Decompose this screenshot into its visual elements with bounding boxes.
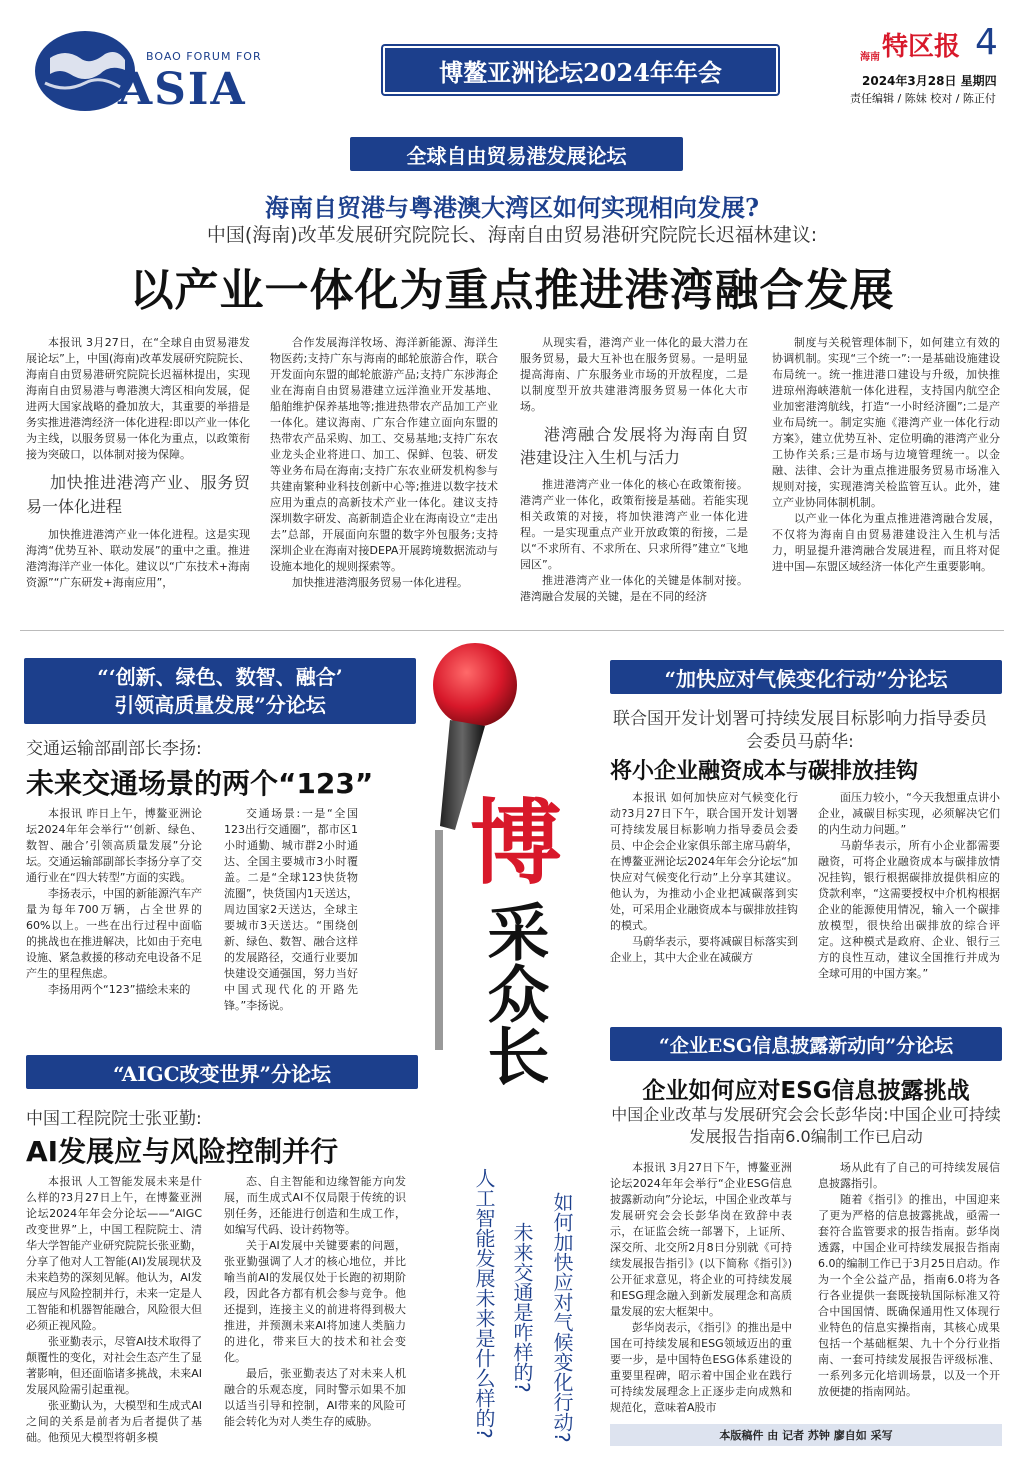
aigc-subtitle: 中国工程院院士张亚勤: [26,1109,202,1129]
paper-prefix: 海南 [860,52,880,63]
center-question-ai: 人工智能发展未来是什么样的? [472,1168,496,1439]
aigc-column-1 [26,1174,202,1446]
esg-subtitle: 中国企业改革与发展研究会会长彭华岗:中国企业可持续发展报告指南6.0编制工作已启动 [611,1105,1001,1146]
paper-title: 特区报 [882,32,961,62]
aigc-paragraph: 最后，张亚勤表达了对未来人机融合的乐观态度，同时警示如果不加以适当引导和控制，AI带来的风险可能会转化为对人类生存的威胁。 [224,1367,406,1428]
lead-paragraph: 制度与关税管理体制下，如何建立有效的协调机制。实现“三个统一”:一是基础设施建设布局统一。统一推进港口建设与升级，加快推进琼州海峡港航一体化进程，支持国内航空企业加密港湾航线，打造“一小时经济圈”;二是产业布局统一。制定实施《港湾产业一体化行动方案》，建立优势互补、定位明确的港湾产业分工协作关系;三是市场与边境管理统一。以金融、法律、会计为重点推进服务贸易市场准入规则对接，实现港湾关检监管互认。此外，建立产业协同体制机制。 [772,336,1000,509]
climate-paragraph: 马蔚华表示，要将减碳目标落实到企业上，其中大企业在减碳方 [610,935,798,964]
masthead-banner [383,46,778,94]
lead-subheading: 港湾融合发展将为海南自贸港建设注入生机与活力 [520,425,748,467]
lead-column-1 [26,335,250,610]
climate-paragraph: 本报讯 如何加快应对气候变化行动?3月27日下午，联合国开发计划署可持续发展目标影响力指导委员会委员、中企会企业家俱乐部主席马蔚华，在博鳌亚洲论坛2024年年会分论坛“加快应对气候变化行动”上分享其建议。他认为，为推动小企业把减碳落到实处，可采用企业融资成本与碳排放挂钩的模式。 [610,791,798,932]
transport-headline: 未来交通场景的两个“123” [26,767,374,800]
transport-column-2 [224,806,358,1016]
transport-subtitle: 交通运输部副部长李扬: [26,739,202,759]
transport-paragraph: 本报讯 昨日上午，博鳌亚洲论坛2024年年会举行“‘创新、绿色、数智、融合’引领高质量发展”分论坛。交通运输部副部长李扬分享了交通行业在“四大转型”方面的实践。 [26,807,202,884]
aigc-section-text: “AIGC改变世界”分论坛 [112,1061,332,1086]
logo-asia-text: ASIA [118,64,247,115]
center-big-char: 博 [470,790,563,897]
climate-subtitle: 联合国开发计划署可持续发展目标影响力指导委员会委员马蔚华: [613,709,987,752]
transport-column-1 [26,806,202,1016]
climate-column-1 [610,790,798,990]
climate-paragraph: 面压力较小，“今天我想重点讲小企业，减碳目标实现，必须解决它们的内生动力问题。” [818,791,1000,836]
footer-credit: 本版稿件 由 记者 苏钟 廖自如 采写 [719,1429,893,1442]
esg-paragraph: 本报讯 3月27日下午，博鳌亚洲论坛2024年年会举行“企业ESG信息披露新动向”分论坛，中国企业改革与发展研究会会长彭华岗在致辞中表示，在证监会统一部署下，上证所、深交所、北交所2月8日分别就《可持续发展报告指引》(以下简称《指引》)公开征求意见，将企业的可持续发展和ESG理念融入到新发展理念和高质量发展的宏大框架中。 [610,1161,792,1318]
transport-paragraph: 李扬用两个“123”描绘未来的 [48,983,191,996]
page-number: 4 [975,22,998,63]
aigc-paragraph: 态、自主智能和边缘智能方向发展，而生成式AI不仅局限于传统的识别任务，还能进行创造和生成工作，如编写代码、设计药物等。 [224,1175,406,1236]
esg-paragraph: 彭华岗表示，《指引》的推出是中国在可持续发展和ESG领域迈出的重要一步，是中国特色ESG体系建设的重要里程碑，昭示着中国企业在践行可持续发展理念上正逐步走向成熟和规范化，意味着A股市 [610,1321,792,1414]
lead-column-2 [270,335,498,610]
issue-date: 2024年3月28日 星期四 [862,74,997,88]
lead-column-3 [520,335,748,610]
lead-column-4 [772,335,1000,610]
esg-column-1 [610,1160,792,1422]
footer-credit-bar [610,1424,1002,1446]
center-question-transport: 未来交通是咋样的? [510,1222,534,1393]
climate-headline: 将小企业融资成本与碳排放挂钩 [610,759,919,784]
esg-headline: 企业如何应对ESG信息披露挑战 [642,1078,970,1104]
aigc-column-2 [224,1174,406,1446]
transport-section-line1: “‘创新、绿色、数智、融合’ [97,665,343,689]
esg-paragraph: 场从此有了自己的可持续发展信息披露指引。 [818,1161,1000,1190]
lead-paragraph: 合作发展海洋牧场、海洋新能源、海洋生物医药;支持广东与海南的邮轮旅游合作，联合开发面向东盟的邮轮旅游产品;支持广东涉海企业在海南自由贸易港建立远洋渔业开发基地、船舶维护保养基地等;推进热带农产品加工产业一体化。建议海南、广东合作建立面向东盟的热带农产品采购、加工、交易基地;支持广东农业龙头企业将进口、加工、保鲜、包装、研发等业务布局在海南;支持广东农业研发机构参与共建南繁种业科技创新中心等;推进以数字技术应用为重点的高新技术产业一体化。建议支持深圳数字研发、高新制造企业在海南设立“走出去”总部，开展面向东盟的数字外包服务;支持深圳企业在海南对接DEPA开展跨境数据流动与设施本地化的规则探索等。 [270,336,498,573]
aigc-section-banner [26,1055,418,1089]
lead-subtitle: 中国(海南)改革发展研究院院长、海南自由贸易港研究院院长迟福林建议: [206,224,818,246]
logo-small-text: BOAO FORUM FOR [146,50,262,63]
center-question-climate: 如何加快应对气候变化行动? [550,1192,574,1443]
climate-section-banner [610,660,1002,694]
aigc-paragraph: 张亚勤认为，大模型和生成式AI之间的关系是前者为后者提供了基础。他预见大模型将朝多模 [26,1399,202,1444]
lead-section-banner [350,137,683,171]
center-vertical-title: 采众长 [477,900,550,1086]
masthead-banner-text: 博鳌亚洲论坛2024年年会 [439,57,722,87]
transport-section-banner [24,658,416,724]
lead-paragraph: 从现实看，港湾产业一体化的最大潜力在服务贸易，最大互补也在服务贸易。一是明显提高海南、广东服务业市场的开放程度，二是以制度型开放共建港湾服务贸易一体化大市场。 [520,336,748,413]
transport-paragraph: 李扬表示，中国的新能源汽车产量为每年700万辆，占全世界的60%以上。一些在出行过程中面临的挑战也在推进解决，比如由于充电设施、紧急救援的移动充电设备不足产生的里程焦虑。 [26,887,202,980]
lead-headline: 以产业一体化为重点推进港湾融合发展 [129,265,895,316]
esg-paragraph: 随着《指引》的推出，中国迎来了更为严格的信息披露挑战，亟需一套符合监管要求的报告指南。彭华岗透露，中国企业可持续发展报告指南6.0的编制工作已于3月25日启动。作为一个全公益产品，指南6.0将为各行各业提供一套既接轨国际标准又符合中国国情、既确保通用性又体现行业特色的信息实操指南，其核心成果包括一个基础框架、九十个分行业指南、一套可持续发展报告评级标准、一系列多元化培训场景，以及一个开放便捷的指南网站。 [818,1193,1000,1398]
lead-paragraph: 推进港湾产业一体化的关键是体制对接。港湾融合发展的关键，是在不同的经济 [520,574,748,603]
climate-paragraph: 马蔚华表示，所有小企业都需要融资，可将企业融资成本与碳排放情况挂钩，银行根据碳排放提供相应的贷款利率，“这需要授权中介机构根据企业的能源使用情况，输入一个碳排放模型，很快给出碳排放的综合评定。这种模式是政府、企业、银行三方的良性互动，建议全国推行并成为全球可用的中国方案。” [818,839,1000,980]
esg-section-banner [610,1027,1002,1061]
esg-section-text: “企业ESG信息披露新动向”分论坛 [658,1034,954,1057]
editor-credits: 责任编辑 / 陈妹 校对 / 陈正付 [850,92,996,105]
paper-name [860,26,960,63]
aigc-headline: AI发展应与风险控制并行 [26,1135,339,1168]
masthead [0,0,1024,115]
lead-section-text: 全球自由贸易港发展论坛 [406,143,627,168]
lead-paragraph: 推进港湾产业一体化的核心在政策衔接。港湾产业一体化，政策衔接是基础。若能实现相关政策的对接，将加快港湾产业一体化进程。一是实现重点产业开放政策的衔接，二是以“不求所有、不求所在、只求所得”建立“飞地园区”。 [520,478,748,571]
esg-column-2 [818,1160,1000,1422]
climate-column-2 [818,790,1000,990]
transport-section-line2: 引领高质量发展”分论坛 [114,693,326,717]
transport-paragraph: 交通场景:一是“全国123出行交通圈”，都市区1小时通勤、城市群2小时通达、全国主要城市3小时覆盖。二是“全球123快货物流圈”，快货国内1天送达，周边国家2天送达，全球主要城市3天送达。“围绕创新、绿色、数智、融合这样的发展路径，交通行业要加快建设交通强国，努力当好中国式现代化的开路先锋。”李扬说。 [224,807,358,1012]
aigc-paragraph: 关于AI发展中关键要素的问题，张亚勤强调了人才的核心地位，并比喻当前AI的发展仅处于长跑的初期阶段，因此各方都有机会参与竞争。他还提到，连接主义的前进将得到极大推进，并预测未来AI将加速人类脑力的进化，带来巨大的技术和社会变化。 [224,1239,406,1364]
lead-paragraph: 以产业一体化为重点推进港湾融合发展，不仅将为海南自由贸易港建设注入生机与活力，明显提升港湾融合发展进程，而且将对促进中国—东盟区域经济一体化产生重要影响。 [772,512,1000,573]
climate-section-text: “加快应对气候变化行动”分论坛 [664,666,948,691]
lead-kicker: 海南自贸港与粤港澳大湾区如何实现相向发展? [264,193,760,222]
aigc-paragraph: 张亚勤表示，尽管AI技术取得了颠覆性的变化，对社会生态产生了显著影响，但还面临诸多挑战，未来AI发展风险需引起重视。 [26,1335,202,1396]
lead-subheading: 加快推进港湾产业、服务贸易一体化进程 [26,473,250,516]
aigc-paragraph: 本报讯 人工智能发展未来是什么样的?3月27日上午，在博鳌亚洲论坛2024年年会分论坛——“AIGC改变世界”上，中国工程院院士、清华大学智能产业研究院院长张亚勤，分享了他对人工智能(AI)发展现状及未来趋势的深刻见解。他认为，AI发展应与风险控制并行，未来一定是人工智能和机器智能融合，风险很大但必须正视风险。 [26,1175,202,1332]
lead-paragraph: 加快推进港湾服务贸易一体化进程。 [292,576,468,589]
lead-paragraph: 加快推进港湾产业一体化进程。这是实现海湾“优势互补、联动发展”的重中之重。推进港湾海洋产业一体化。建议以“广东技术+海南资源”“广东研发+海南应用”， [26,528,250,589]
lead-paragraph: 本报讯 3月27日，在“全球自由贸易港发展论坛”上，中国(海南)改革发展研究院院长、海南自由贸易港研究院院长迟福林提出，实现海南自由贸易港与粤港澳大湾区相向发展，促进两大国家战略的叠加放大，其重要的举措是务实推进港湾经济一体化进程:即以产业一体化为主线，以服务贸易一体化为重点，以政策衔接为突破口，以体制对接为保障。 [26,336,250,461]
